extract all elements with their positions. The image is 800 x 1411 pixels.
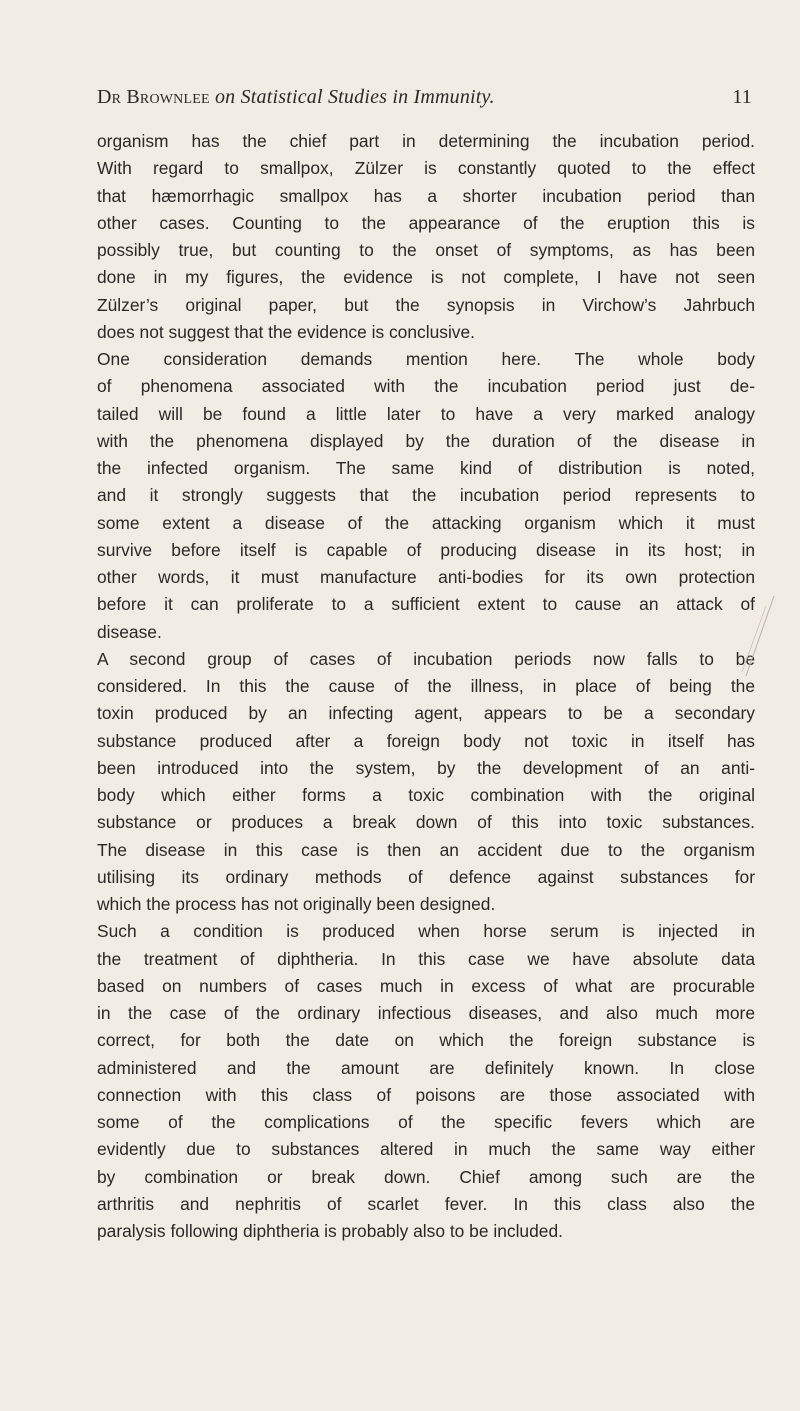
text-line: done in my figures, the evidence is not complete, I have not seen [97, 267, 755, 288]
text-line: disease. [97, 621, 162, 642]
text-line: Such a condition is produced when horse serum is injected in [97, 921, 755, 942]
text-line: that hæmorrhagic smallpox has a shorter incubation period than [97, 185, 755, 206]
page-number: 11 [732, 86, 752, 108]
text-line: some extent a disease of the attacking organism which it must [97, 512, 755, 533]
text-line: The disease in this case is then an accident due to the organism [97, 839, 755, 860]
text-line: One consideration demands mention here. The whole body [97, 349, 755, 369]
text-line: utilising its ordinary methods of defence against substances for [97, 866, 755, 887]
margin-pencil-marks [740, 590, 780, 680]
header-subject: Statistical Studies in Immunity. [240, 86, 495, 108]
text-line: other words, it must manufacture anti-bodies for its own protection [97, 567, 755, 587]
text-line: possibly true, but counting to the onset of symptoms, as has been [97, 240, 755, 260]
text-line: substance or produces a break down of this into toxic substances. [97, 812, 755, 833]
text-line: in the case of the ordinary infectious diseases, and also much more [97, 1003, 755, 1023]
text-line: paralysis following diphtheria is probably also to be included. [97, 1221, 563, 1241]
text-line: considered. In this the cause of the illness, in place of being the [97, 676, 755, 696]
text-line: other cases. Counting to the appearance of the eruption this is [97, 212, 755, 233]
text-line: With regard to smallpox, Zülzer is constantly quoted to the effect [97, 158, 755, 179]
running-header [97, 86, 752, 116]
text-line: tailed will be found a little later to have a very marked analogy [97, 403, 755, 424]
text-line: organism has the chief part in determining the incubation period. [97, 131, 755, 151]
text-line: of phenomena associated with the incubation period just de- [97, 376, 755, 397]
text-line: by combination or break down. Chief among such are the [97, 1166, 755, 1187]
text-line: survive before itself is capable of producing disease in its host; in [97, 539, 755, 560]
text-line: the treatment of diphtheria. In this case we have absolute data [97, 948, 755, 969]
header-title [97, 86, 495, 109]
text-line: A second group of cases of incubation periods now falls to be [97, 648, 755, 669]
text-line: based on numbers of cases much in excess of what are procurable [97, 975, 755, 996]
text-line: and it strongly suggests that the incubation period represents to [97, 485, 755, 506]
text-line: some of the complications of the specific fevers which are [97, 1112, 755, 1132]
header-author: Dr Brownlee [97, 86, 210, 108]
text-line: does not suggest that the evidence is conclusive. [97, 321, 476, 342]
text-line: evidently due to substances altered in much the same way either [97, 1139, 755, 1160]
text-line: with the phenomena displayed by the duration of the disease in [97, 430, 755, 451]
header-on: on [214, 86, 236, 108]
text-line: Zülzer’s original paper, but the synopsis in Virchow’s Jahrbuch [97, 294, 755, 315]
body-text [97, 128, 755, 1245]
text-line: been introduced into the system, by the development of an anti- [97, 757, 755, 778]
text-line: toxin produced by an infecting agent, appears to be a secondary [97, 703, 755, 724]
text-line: arthritis and nephritis of scarlet fever. In this class also the [97, 1193, 755, 1214]
text-line: body which either forms a toxic combination with the original [97, 785, 755, 805]
text-line: administered and the amount are definitely known. In close [97, 1057, 755, 1078]
text-line: connection with this class of poisons are those associated with [97, 1084, 755, 1105]
text-line: before it can proliferate to a sufficient extent to cause an attack of [97, 594, 755, 615]
text-line: which the process has not originally been designed. [97, 894, 496, 914]
text-line: substance produced after a foreign body not toxic in itself has [97, 730, 755, 751]
text-line: the infected organism. The same kind of distribution is noted, [97, 458, 755, 478]
text-line: correct, for both the date on which the foreign substance is [97, 1030, 755, 1051]
